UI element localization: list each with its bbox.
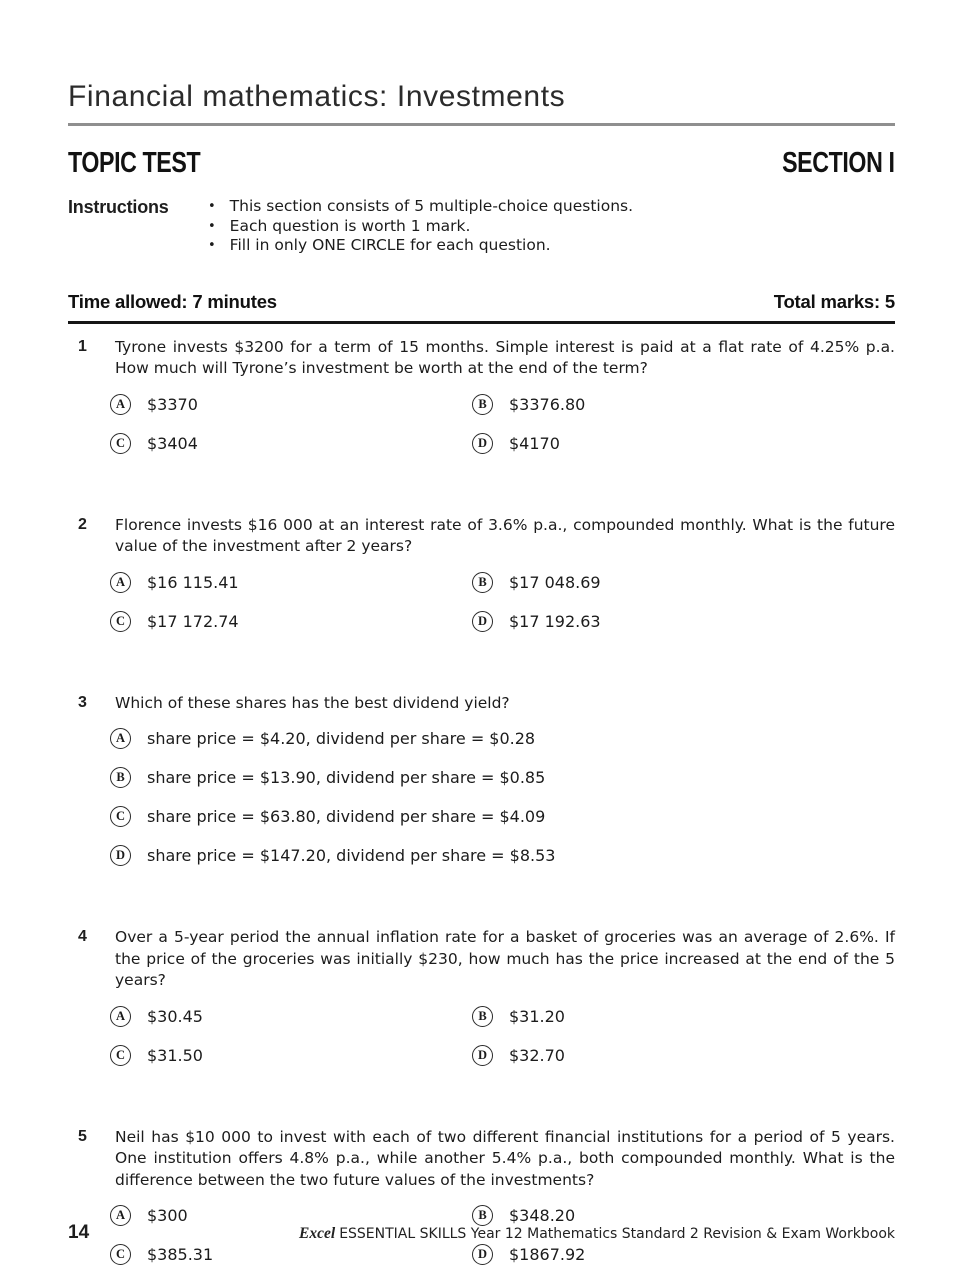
bullet-icon: • (208, 199, 216, 214)
instructions-list (208, 197, 633, 256)
options-grid (110, 728, 895, 866)
question-number: 1 (78, 337, 87, 355)
choice-circle-icon[interactable]: C (110, 611, 131, 632)
option-text: $30.45 (147, 1006, 203, 1026)
option-c[interactable] (110, 1244, 472, 1265)
option-text: share price = $147.20, dividend per share = $8.53 (147, 846, 556, 865)
question-number: 5 (78, 1127, 87, 1145)
choice-circle-icon[interactable]: A (110, 728, 131, 749)
option-text: $1867.92 (509, 1245, 586, 1264)
time-allowed-label: Time allowed: 7 minutes (68, 290, 277, 312)
option-c[interactable] (110, 611, 472, 632)
question-1 (68, 337, 895, 454)
question-2 (68, 515, 895, 632)
choice-circle-icon[interactable]: B (472, 394, 493, 415)
option-text: share price = $4.20, dividend per share = $0.28 (147, 729, 536, 748)
total-marks-label: Total marks: 5 (773, 290, 895, 312)
question-number: 4 (78, 928, 87, 945)
page-footer (68, 1222, 895, 1244)
option-text: $17 172.74 (147, 611, 239, 631)
instruction-text: Fill in only ONE CIRCLE for each question. (229, 236, 551, 254)
choice-circle-icon[interactable]: D (472, 611, 493, 632)
option-b[interactable] (472, 394, 895, 415)
question-4 (68, 927, 895, 1066)
page-title: Financial mathematics: Investments (68, 80, 566, 113)
options-grid (110, 394, 895, 454)
question-text: Tyrone invests $3200 for a term of 15 months. Simple interest is paid at a flat rate of 4.25% p.a. How much will Tyrone’s investment be worth at the end of the term? (115, 337, 895, 377)
option-text: $3404 (147, 433, 198, 453)
instructions-label: Instructions (68, 197, 169, 217)
choice-circle-icon[interactable]: D (472, 433, 493, 454)
choice-circle-icon[interactable]: A (110, 572, 131, 593)
choice-circle-icon[interactable]: A (110, 394, 131, 415)
option-text: $3370 (147, 394, 198, 414)
option-text: share price = $13.90, dividend per share = $0.85 (147, 768, 546, 787)
option-text: $17 048.69 (509, 572, 601, 592)
option-a[interactable] (110, 572, 472, 593)
choice-circle-icon[interactable]: B (472, 572, 493, 593)
option-text: $32.70 (509, 1045, 565, 1065)
choice-circle-icon[interactable]: A (110, 1006, 131, 1027)
instruction-text: This section consists of 5 multiple-choice questions. (229, 197, 634, 215)
choice-circle-icon[interactable]: C (110, 433, 131, 454)
choice-circle-icon[interactable]: C (110, 806, 131, 827)
time-marks-row (68, 291, 895, 313)
option-d[interactable] (110, 845, 895, 866)
header-divider (68, 321, 895, 324)
option-a[interactable] (110, 1006, 472, 1027)
section-heading: SECTION I (782, 147, 895, 179)
choice-circle-icon[interactable]: B (110, 767, 131, 788)
option-text: share price = $63.80, dividend per share = $4.09 (147, 807, 546, 826)
instructions-block (68, 197, 895, 256)
instruction-text: Each question is worth 1 mark. (229, 216, 471, 235)
choice-circle-icon[interactable]: D (110, 845, 131, 866)
title-divider (68, 123, 895, 126)
option-b[interactable] (110, 767, 895, 788)
choice-circle-icon[interactable]: B (472, 1205, 493, 1226)
option-b[interactable] (472, 572, 895, 593)
instruction-item (208, 197, 633, 217)
option-text: $31.50 (147, 1045, 203, 1065)
bullet-icon: • (208, 218, 216, 234)
choice-circle-icon[interactable]: D (472, 1244, 493, 1265)
question-text: Neil has $10 000 to invest with each of two different financial institutions for a period of 5 years. One institution offers 4.8% p.a., while another 5.4% p.a., both compounded monthly. What is the difference between the two future values of the investments? (115, 1127, 895, 1189)
choice-circle-icon[interactable]: D (472, 1045, 493, 1066)
question-text: Florence invests $16 000 at an interest rate of 3.6% p.a., compounded monthly. What is the future value of the investment after 2 years? (115, 515, 895, 555)
option-d[interactable] (472, 433, 895, 454)
option-d[interactable] (472, 1244, 895, 1265)
option-text: $4170 (509, 433, 560, 453)
option-text: $300 (147, 1206, 188, 1225)
option-b[interactable] (472, 1006, 895, 1027)
instruction-item (208, 217, 633, 237)
question-text: Over a 5-year period the annual inflation rate for a basket of groceries was an average of 2.6%. If the price of the groceries was initially $230, how much has the price increased at the end of the 5 years? (115, 928, 895, 989)
choice-circle-icon[interactable]: C (110, 1045, 131, 1066)
option-text: $3376.80 (509, 394, 586, 414)
option-a[interactable] (110, 394, 472, 415)
option-d[interactable] (472, 611, 895, 632)
option-text: $385.31 (147, 1245, 214, 1264)
book-title: ESSENTIAL SKILLS Year 12 Mathematics Standard 2 Revision & Exam Workbook (339, 1226, 895, 1242)
option-d[interactable] (472, 1045, 895, 1066)
option-text: $16 115.41 (147, 572, 239, 592)
bullet-icon: • (208, 238, 216, 253)
option-c[interactable] (110, 806, 895, 827)
choice-circle-icon[interactable]: A (110, 1205, 131, 1226)
options-grid (110, 572, 895, 632)
instruction-item (208, 236, 633, 256)
question-text: Which of these shares has the best dividend yield? (115, 693, 510, 712)
option-text: $17 192.63 (509, 611, 601, 631)
question-number: 3 (78, 693, 87, 711)
test-heading-band (68, 147, 895, 180)
option-text: $348.20 (509, 1206, 576, 1225)
option-c[interactable] (110, 433, 472, 454)
question-number: 2 (78, 515, 87, 533)
option-c[interactable] (110, 1045, 472, 1066)
option-a[interactable] (110, 728, 895, 749)
page-number: 14 (68, 1222, 90, 1243)
choice-circle-icon[interactable]: C (110, 1244, 131, 1265)
choice-circle-icon[interactable]: B (472, 1006, 493, 1027)
topic-test-heading: TOPIC TEST (68, 147, 201, 179)
book-reference (299, 1225, 895, 1243)
options-grid (110, 1006, 895, 1066)
question-3 (68, 693, 895, 867)
question-5 (68, 1127, 895, 1266)
option-text: $31.20 (509, 1006, 565, 1026)
brand-logo: Excel (299, 1225, 336, 1242)
